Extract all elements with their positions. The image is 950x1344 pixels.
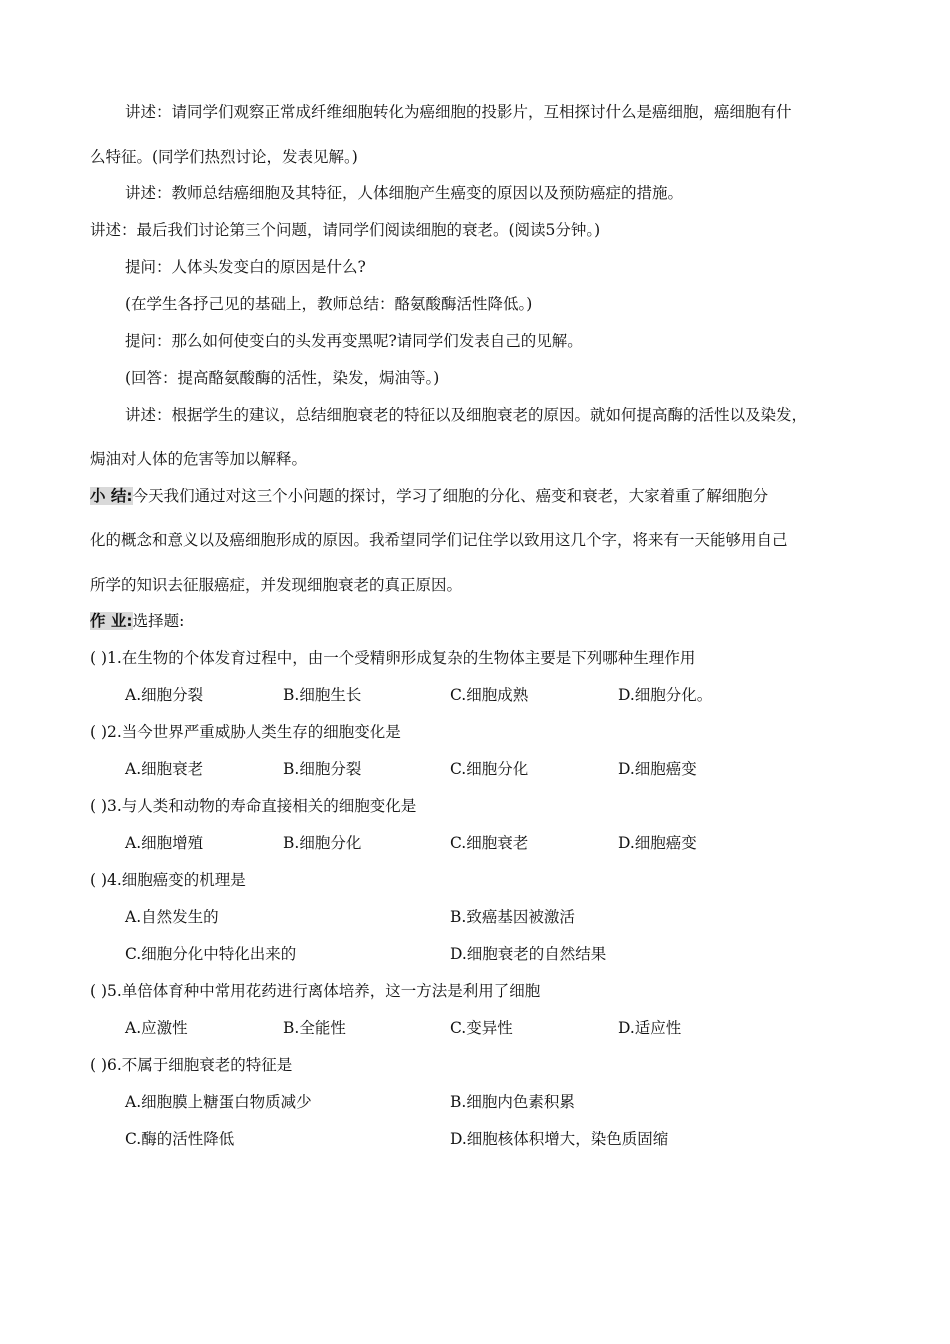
question-white-hair: 提问：人体头发变白的原因是什么? <box>125 258 366 276</box>
summary-label: 小 结: <box>90 487 133 505</box>
question-2-option-c: C.细胞分化 <box>450 760 529 778</box>
question-1-option-b: B.细胞生长 <box>283 686 362 704</box>
question-2-option-b: B.细胞分裂 <box>283 760 362 778</box>
question-2-stem: ( )2.当今世界严重威胁人类生存的细胞变化是 <box>90 723 401 741</box>
question-6-stem: ( )6.不属于细胞衰老的特征是 <box>90 1056 293 1074</box>
paragraph-2: 讲述：教师总结癌细胞及其特征，人体细胞产生癌变的原因以及预防癌症的措施。 <box>125 184 684 202</box>
homework-intro: 选择题: <box>132 612 185 630</box>
paragraph-4-cont: 焗油对人体的危害等加以解释。 <box>90 450 308 468</box>
question-1-option-a: A.细胞分裂 <box>125 686 204 704</box>
summary-line-3: 所学的知识去征服癌症，并发现细胞衰老的真正原因。 <box>90 576 463 594</box>
question-2-option-d: D.细胞癌变 <box>618 760 697 778</box>
paragraph-3: 讲述：最后我们讨论第三个问题，请同学们阅读细胞的衰老。(阅读5分钟。) <box>90 221 601 239</box>
question-3-stem: ( )3.与人类和动物的寿命直接相关的细胞变化是 <box>90 797 417 815</box>
question-1-option-c: C.细胞成熟 <box>450 686 529 704</box>
question-6-option-d: D.细胞核体积增大，染色质固缩 <box>450 1130 669 1148</box>
question-4-option-d: D.细胞衰老的自然结果 <box>450 945 607 963</box>
question-3-option-c: C.细胞衰老 <box>450 834 529 852</box>
question-3-option-a: A.细胞增殖 <box>125 834 204 852</box>
question-6-option-c: C.酶的活性降低 <box>125 1130 235 1148</box>
question-4-option-a: A.自然发生的 <box>125 908 219 926</box>
question-6-option-a: A.细胞膜上糖蛋白物质减少 <box>125 1093 312 1111</box>
question-5-option-c: C.变异性 <box>450 1019 513 1037</box>
question-6-option-b: B.细胞内色素积累 <box>450 1093 575 1111</box>
question-1-option-d: D.细胞分化。 <box>618 686 713 704</box>
question-4-option-b: B.致癌基因被激活 <box>450 908 575 926</box>
question-3-option-b: B.细胞分化 <box>283 834 362 852</box>
homework-label: 作 业: <box>90 612 133 630</box>
paragraph-1-cont: 么特征。(同学们热烈讨论，发表见解。) <box>90 148 358 166</box>
question-5-option-d: D.适应性 <box>618 1019 682 1037</box>
question-5-stem: ( )5.单倍体育种中常用花药进行离体培养，这一方法是利用了细胞 <box>90 982 541 1000</box>
summary-text-1: 今天我们通过对这三个小问题的探讨，学习了细胞的分化、癌变和衰老，大家着重了解细胞分 <box>132 487 769 505</box>
question-black-hair: 提问：那么如何使变白的头发再变黑呢?请同学们发表自己的见解。 <box>125 332 583 350</box>
question-3-option-d: D.细胞癌变 <box>618 834 697 852</box>
paragraph-1: 讲述：请同学们观察正常成纤维细胞转化为癌细胞的投影片，互相探讨什么是癌细胞，癌细胞有什 <box>125 103 792 121</box>
question-5-option-b: B.全能性 <box>283 1019 346 1037</box>
question-4-stem: ( )4.细胞癌变的机理是 <box>90 871 246 889</box>
question-2-option-a: A.细胞衰老 <box>125 760 204 778</box>
summary-line-2: 化的概念和意义以及癌细胞形成的原因。我希望同学们记住学以致用这几个字，将来有一天能够用自己 <box>90 531 788 549</box>
question-1-stem: ( )1.在生物的个体发育过程中，由一个受精卵形成复杂的生物体主要是下列哪种生理作用 <box>90 649 696 667</box>
question-4-option-c: C.细胞分化中特化出来的 <box>125 945 297 963</box>
answer-note: (回答：提高酪氨酸酶的活性，染发，焗油等。) <box>125 369 440 387</box>
summary-line-1 <box>90 485 768 507</box>
question-5-option-a: A.应激性 <box>125 1019 188 1037</box>
paragraph-4: 讲述：根据学生的建议，总结细胞衰老的特征以及细胞衰老的原因。就如何提高酶的活性以及染发， <box>125 406 808 424</box>
teacher-summary-note: (在学生各抒己见的基础上，教师总结：酪氨酸酶活性降低。) <box>125 295 533 313</box>
homework-line <box>90 610 184 632</box>
